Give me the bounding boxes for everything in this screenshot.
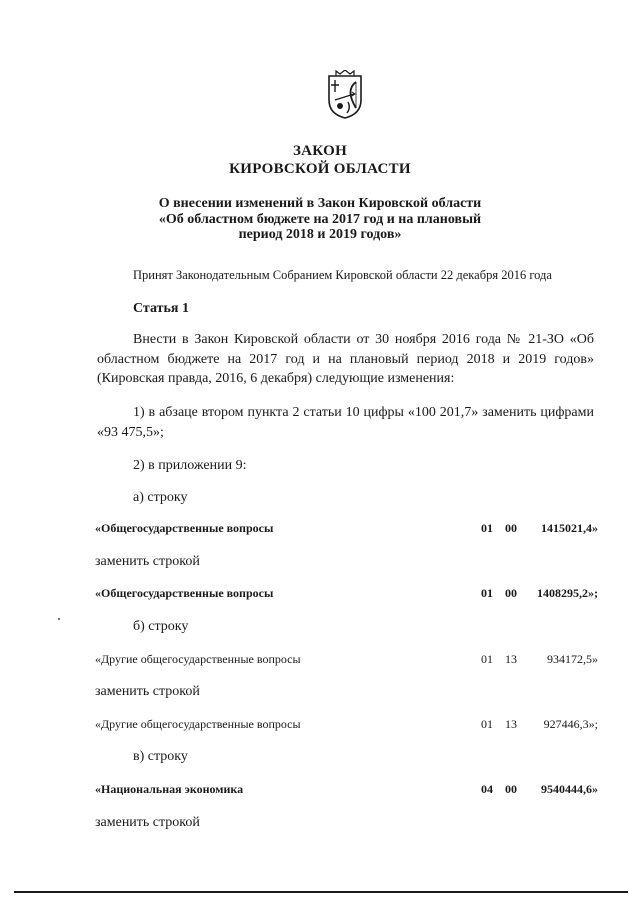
article-intro: Внести в Закон Кировской области от 30 ноября 2016 года № 21-ЗО «Об областном бюджете на 2017 год и на плановый период 2018 и 2019 годов» (Кировская правда, 2016, 6 декабря) следующие изменения:	[97, 332, 594, 386]
row-subsection: 00	[505, 782, 517, 796]
sub-item-a: а) строку	[133, 490, 188, 505]
row-name: «Другие общегосударственные вопросы	[95, 652, 301, 666]
replace-label: заменить строкой	[95, 554, 200, 569]
law-subject-line2: «Об областном бюджете на 2017 год и на плановый	[158, 211, 482, 227]
table-row	[95, 652, 598, 670]
table-row	[95, 586, 598, 604]
law-subject-line1: О внесении изменений в Закон Кировской области	[158, 196, 482, 211]
replace-label: заменить строкой	[95, 815, 200, 830]
law-title-line1: ЗАКОН	[292, 143, 348, 159]
row-subsection: 00	[505, 521, 517, 535]
amendment-item-1: 1) в абзаце втором пункта 2 статьи 10 цифры «100 201,7» заменить цифрами «93 475,5»;	[97, 405, 594, 440]
article-heading: Статья 1	[133, 301, 189, 316]
law-title	[0, 142, 640, 178]
row-subsection: 13	[505, 652, 517, 666]
adoption-note: Принят Законодательным Собранием Кировской области 22 декабря 2016 года	[133, 268, 552, 282]
row-section: 01	[481, 717, 493, 731]
replace-label: заменить строкой	[95, 684, 200, 699]
page-bottom-rule	[14, 891, 628, 893]
row-subsection: 13	[505, 717, 517, 731]
kirov-coat-of-arms-icon	[326, 70, 364, 120]
row-amount: 934172,5»	[547, 652, 598, 666]
row-section: 04	[481, 782, 493, 796]
sub-item-b: б) строку	[133, 619, 189, 634]
row-subsection: 00	[505, 586, 517, 600]
row-name: «Общегосударственные вопросы	[95, 586, 274, 600]
row-section: 01	[481, 586, 493, 600]
law-subject	[0, 196, 640, 243]
scan-speck	[58, 618, 60, 620]
row-amount: 1415021,4»	[541, 521, 598, 535]
table-row	[95, 717, 598, 735]
law-title-line2: КИРОВСКОЙ ОБЛАСТИ	[229, 161, 411, 177]
row-amount: 1408295,2»;	[537, 586, 598, 600]
row-name: «Национальная экономика	[95, 782, 244, 796]
row-amount: 9540444,6»	[541, 782, 598, 796]
row-name: «Другие общегосударственные вопросы	[95, 717, 301, 731]
row-section: 01	[481, 652, 493, 666]
amendment-item-2: 2) в приложении 9:	[133, 458, 247, 473]
row-section: 01	[481, 521, 493, 535]
table-row	[95, 521, 598, 539]
table-row	[95, 782, 598, 800]
row-name: «Общегосударственные вопросы	[95, 521, 274, 535]
law-subject-line3: период 2018 и 2019 годов»	[238, 227, 402, 242]
row-amount: 927446,3»;	[543, 717, 598, 731]
sub-item-v: в) строку	[133, 749, 188, 764]
